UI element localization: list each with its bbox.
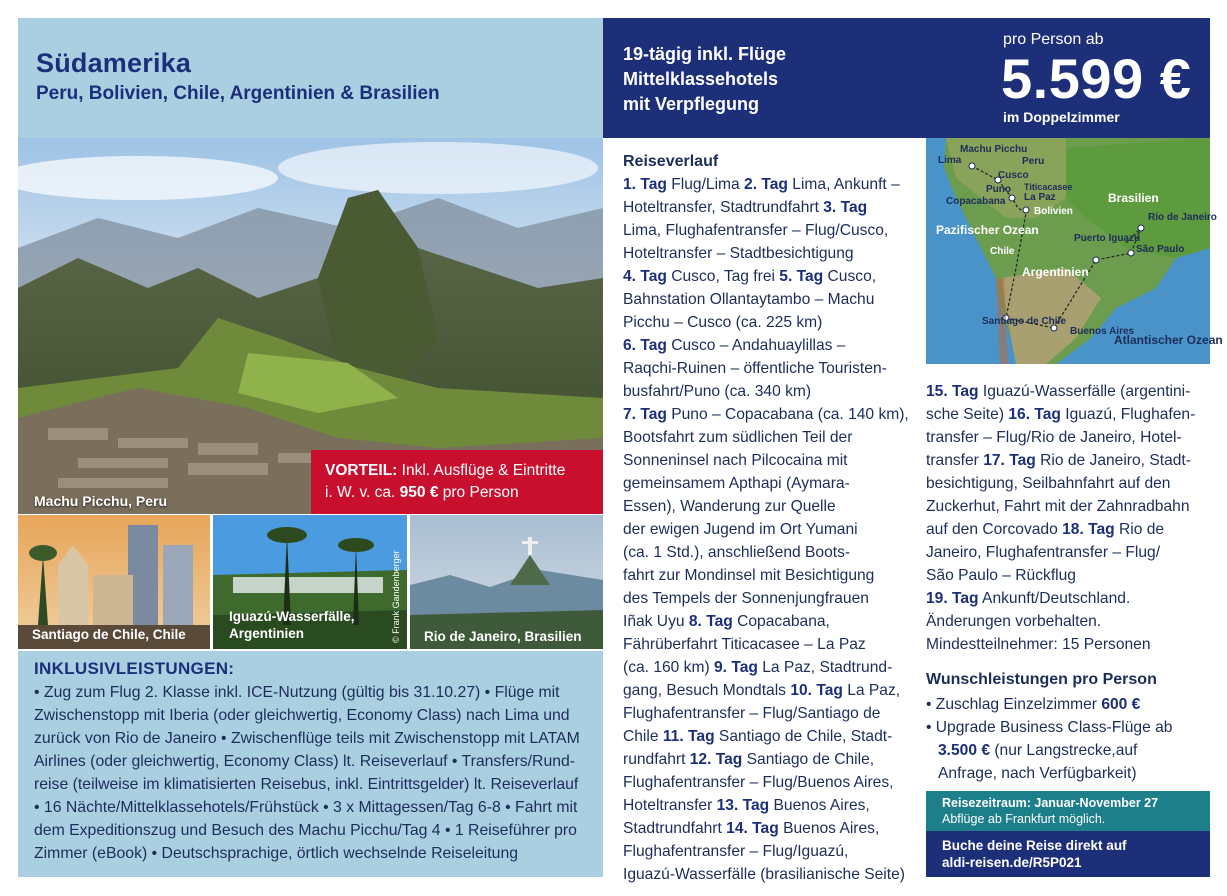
itinerary-day: 14. Tag (726, 820, 779, 837)
map-label: Atlantischer Ozean (1114, 333, 1223, 347)
map-label: La Paz (1024, 192, 1056, 203)
itinerary-text-segment: Änderungen vorbehalten. (926, 613, 1102, 630)
thumb-rio (410, 515, 603, 649)
itinerary-day: 1. Tag (623, 176, 667, 193)
itinerary-day: 3. Tag (823, 199, 868, 216)
itinerary-line (623, 265, 913, 288)
inclusive-line: dem Expeditionszug und Besuch des Machu Picchu/Tag 4 • 1 Reiseführer pro (34, 822, 577, 839)
itinerary-text-segment: Santiago de Chile, (742, 751, 875, 768)
itinerary-text-segment: rundfahrt (623, 751, 690, 768)
itinerary-line (623, 633, 913, 656)
itinerary-day: 2. Tag (744, 176, 788, 193)
optional-item-single-room: • Zuschlag Einzelzimmer 600 € (926, 696, 1141, 713)
optional-item-price: 600 € (1101, 696, 1141, 713)
thumb-caption-line1: Iguazú-Wasserfälle, (229, 609, 355, 624)
booking-box (926, 831, 1210, 877)
itinerary-day: 7. Tag (623, 406, 667, 423)
itinerary-text-segment: Hoteltransfer (623, 797, 717, 814)
optional-item-business-class-cont (926, 739, 1210, 762)
itinerary-day: 15. Tag (926, 383, 979, 400)
page-title: Südamerika (36, 48, 192, 78)
itinerary-line (623, 587, 913, 610)
itinerary-text-segment: Flughafentransfer – Flug/Buenos Aires, (623, 774, 894, 791)
optional-item-business-class: • Upgrade Business Class-Flüge ab (926, 719, 1173, 736)
itinerary-text-segment: besichtigung, Seilbahnfahrt auf den (926, 475, 1171, 492)
itinerary-text-segment: Raqchi-Ruinen – öffentliche Touristen- (623, 360, 887, 377)
itinerary-text-segment: Chile (623, 728, 663, 745)
itinerary-day: 6. Tag (623, 337, 667, 354)
itinerary-text-segment: Santiago de Chile, Stadt- (714, 728, 893, 745)
tagline-line: 19-tägig inkl. Flüge (623, 44, 787, 64)
vorteil-value: 950 € (399, 484, 439, 501)
optional-item-text: (nur Langstrecke,auf (990, 742, 1138, 759)
map-label: Machu Picchu (960, 144, 1028, 155)
price-label: pro Person ab (1003, 31, 1104, 48)
itinerary-text-segment: Janeiro, Flughafentransfer – Flug/ (926, 544, 1161, 561)
itinerary-line (623, 426, 913, 449)
itinerary-line (623, 380, 913, 403)
itinerary-text-segment: fahrt zur Mondinsel mit Besichtigung (623, 567, 875, 584)
itinerary-text-segment: auf den Corcovado (926, 521, 1063, 538)
itinerary-line (926, 587, 1210, 610)
itinerary-line (926, 472, 1210, 495)
map-label: Peru (1022, 156, 1045, 167)
itinerary-text-segment: Iñak Uyu (623, 613, 689, 630)
vorteil-badge (311, 450, 603, 514)
itinerary-line (623, 357, 913, 380)
itinerary-text-segment: (ca. 1 Std.), anschließend Boots- (623, 544, 851, 561)
inclusive-services-box (18, 651, 603, 877)
itinerary-text-segment: des Tempels der Sonnenjungfrauen (623, 590, 869, 607)
route-map (926, 138, 1223, 364)
itinerary-text-segment: Rio de Janeiro, Stadt- (1035, 452, 1191, 469)
optional-services-title: Wunschleistungen pro Person (926, 671, 1157, 688)
itinerary-day: 12. Tag (689, 751, 743, 768)
itinerary-day: 8. Tag (688, 613, 733, 630)
map-label: Argentinien (1022, 265, 1089, 279)
map-label: Titicacasee (1024, 182, 1073, 192)
travel-period-box (926, 791, 1210, 831)
itinerary-day: 4. Tag (623, 268, 667, 285)
itinerary-line (623, 472, 913, 495)
itinerary-text-segment: Ankunft/Deutschland. (978, 590, 1131, 607)
itinerary-text-segment: transfer (926, 452, 984, 469)
itinerary-line (623, 541, 913, 564)
itinerary-column-2 (926, 380, 1210, 656)
itinerary-line (926, 518, 1210, 541)
map-label: Rio de Janeiro (1148, 212, 1217, 223)
itinerary-text-segment: Hoteltransfer – Stadtbesichtigung (623, 245, 854, 262)
itinerary-line (926, 633, 1210, 656)
itinerary-text-segment: Fährüberfahrt Titicacasee – La Paz (623, 636, 866, 653)
vorteil-label: VORTEIL: (325, 462, 398, 479)
inclusive-line: zurück von Rio de Janeiro • Zwischenflüge teils mit Zwischenstopp mit LATAM (34, 730, 580, 747)
map-label: Puerto Iguazú (1074, 233, 1141, 244)
map-label: Copacabana (946, 196, 1006, 207)
booking-text: Buche deine Reise direkt auf (942, 838, 1127, 853)
itinerary-line (623, 518, 913, 541)
map-label: Brasilien (1108, 191, 1159, 205)
itinerary-day: 13. Tag (716, 797, 770, 814)
tagline-line: mit Verpflegung (623, 94, 760, 114)
itinerary-day: 9. Tag (714, 659, 758, 676)
hero-caption: Machu Picchu, Peru (34, 493, 168, 509)
optional-item-price: 3.500 € (938, 742, 991, 759)
itinerary-line (623, 794, 913, 817)
itinerary-text-segment: Iguazú-Wasserfälle (argentini- (978, 383, 1191, 400)
vorteil-text: Inkl. Ausflüge & Eintritte (401, 462, 566, 479)
inclusive-line: • 16 Nächte/Mittelklassehotels/Frühstück • 3 x Mittagessen/Tag 6-8 • Fahrt mit (34, 799, 578, 816)
itinerary-text-segment: sche Seite) (926, 406, 1009, 423)
map-label: Bolivien (1034, 206, 1073, 217)
photo-credit: © Frank Gandenberger (391, 550, 401, 643)
inclusive-line: Zimmer (eBook) • Deutschsprachige, örtlich wechselnde Reiseleitung (34, 845, 519, 862)
optional-services (926, 668, 1210, 785)
itinerary-text-segment: Buenos Aires, (769, 797, 870, 814)
itinerary-day: 19. Tag (926, 590, 979, 607)
itinerary-text-segment: Puno – Copacabana (ca. 140 km), (666, 406, 909, 423)
inclusive-line: • Zug zum Flug 2. Klasse inkl. ICE-Nutzung (gültig bis 31.10.27) • Flüge mit (34, 684, 560, 701)
header-price-panel (603, 18, 1210, 138)
itinerary-line (623, 288, 913, 311)
optional-item-text: Upgrade Business Class-Flüge ab (935, 719, 1173, 736)
itinerary-text-segment: gemeinsamem Apthapi (Aymara- (623, 475, 850, 492)
itinerary-text-segment: Iguazú, Flughafen- (1060, 406, 1196, 423)
itinerary-text-segment: São Paulo – Rückflug (926, 567, 1076, 584)
price: 5.599 € (1001, 47, 1192, 110)
vorteil-line2 (325, 482, 589, 504)
itinerary-line (623, 702, 913, 725)
itinerary-day: 10. Tag (790, 682, 843, 699)
itinerary-line (623, 863, 913, 886)
itinerary-line (623, 679, 913, 702)
itinerary-line (623, 725, 913, 748)
map-label: São Paulo (1136, 244, 1185, 255)
itinerary-line (623, 564, 913, 587)
map-label: Santiago de Chile (982, 316, 1066, 327)
itinerary-text-segment: La Paz, (842, 682, 901, 699)
itinerary-text-segment: transfer – Flug/Rio de Janeiro, Hotel- (926, 429, 1182, 446)
itinerary-text-segment: Buenos Aires, (778, 820, 880, 837)
itinerary-text-segment: Stadtrundfahrt (623, 820, 727, 837)
travel-period: Reisezeitraum: Januar-November 27 (942, 796, 1159, 810)
itinerary-day: 16. Tag (1008, 406, 1061, 423)
itinerary-text-segment: Zuckerhut, Fahrt mit der Zahnradbahn (926, 498, 1190, 515)
optional-item-note: Anfrage, nach Verfügbarkeit) (938, 765, 1137, 782)
itinerary-line (926, 564, 1210, 587)
itinerary-line (623, 311, 913, 334)
itinerary-line (926, 495, 1210, 518)
vorteil-text2: i. W. v. ca. (325, 484, 396, 501)
itinerary-line (623, 840, 913, 863)
itinerary-line (926, 449, 1210, 472)
itinerary-text-segment: Cusco – Andahuaylillas – (666, 337, 846, 354)
itinerary-text-segment: Picchu – Cusco (ca. 225 km) (623, 314, 823, 331)
itinerary-line (623, 173, 913, 196)
tagline (623, 42, 923, 117)
itinerary-text-segment: Bahnstation Ollantaytambo – Machu (623, 291, 875, 308)
itinerary-line (623, 196, 913, 219)
itinerary-line (623, 656, 913, 679)
itinerary-text-segment: Flughafentransfer – Flug/Santiago de (623, 705, 881, 722)
itinerary-text-segment: Bootsfahrt zum südlichen Teil der (623, 429, 853, 446)
page-subtitle: Peru, Bolivien, Chile, Argentinien & Brasilien (36, 83, 440, 104)
thumb-caption-line2: Argentinien (229, 626, 305, 641)
itinerary-text-segment: Lima, Flughafentransfer – Flug/Cusco, (623, 222, 889, 239)
itinerary-text-segment: Sonneninsel nach Pilcocaina mit (623, 452, 848, 469)
vorteil-text3: pro Person (442, 484, 519, 501)
map-label: Pazifischer Ozean (936, 223, 1039, 237)
map-label: Puno (986, 184, 1011, 195)
itinerary-day: 17. Tag (983, 452, 1036, 469)
tagline-line: Mittelklassehotels (623, 69, 779, 89)
itinerary-text-segment: Iguazú-Wasserfälle (brasilianische Seite) (623, 866, 905, 883)
inclusive-line: reise (teilweise im klimatisierten Reisebus, inkl. Eintrittsgelder) lt. Reiseverlauf (34, 776, 579, 793)
itinerary-column (623, 150, 913, 886)
itinerary-line (926, 541, 1210, 564)
itinerary-day: 11. Tag (662, 728, 715, 745)
itinerary-text-segment: Lima, Ankunft – (787, 176, 900, 193)
header-title-panel (18, 18, 603, 138)
optional-item-text: Zuschlag Einzelzimmer (935, 696, 1102, 713)
itinerary-line (926, 380, 1210, 403)
itinerary-text-segment: Cusco, (823, 268, 877, 285)
itinerary-line (623, 771, 913, 794)
inclusive-line: Zwischenstopp mit Iberia (oder gleichwertig, Economy Class) nach Lima und (34, 707, 570, 724)
inclusive-title: INKLUSIVLEISTUNGEN: (34, 659, 235, 678)
thumb-iguazu (213, 515, 407, 649)
itinerary-heading: Reiseverlauf (623, 153, 719, 170)
itinerary-text-segment: La Paz, Stadtrund- (757, 659, 893, 676)
itinerary-text-segment: gang, Besuch Mondtals (623, 682, 791, 699)
map-label: Lima (938, 155, 962, 166)
booking-link[interactable]: aldi-reisen.de/R5P021 (942, 855, 1082, 870)
itinerary-text-segment: Copacabana, (732, 613, 830, 630)
itinerary-line (623, 219, 913, 242)
inclusive-text (34, 681, 587, 865)
itinerary-text-segment: Mindestteilnehmer: 15 Personen (926, 636, 1151, 653)
vorteil-line1 (325, 460, 589, 482)
itinerary-text-segment: Flughafentransfer – Flug/Iguazú, (623, 843, 849, 860)
itinerary-line (623, 242, 913, 265)
thumb-caption: Rio de Janeiro, Brasilien (424, 629, 582, 644)
itinerary-text-segment: Rio de (1114, 521, 1165, 538)
itinerary-text-segment: busfahrt/Puno (ca. 340 km) (623, 383, 812, 400)
itinerary-text-segment: Hoteltransfer, Stadtrundfahrt (623, 199, 824, 216)
thumb-caption: Santiago de Chile, Chile (32, 627, 186, 642)
itinerary-line (623, 495, 913, 518)
thumb-santiago (18, 515, 210, 649)
itinerary-line (926, 610, 1210, 633)
itinerary-text-segment: der ewigen Jugend im Ort Yumani (623, 521, 858, 538)
map-label: Cusco (998, 170, 1029, 181)
price-note: im Doppelzimmer (1003, 109, 1120, 125)
inclusive-line: Airlines (oder gleichwertig, Economy Class) lt. Reiseverlauf • Transfers/Rund- (34, 753, 576, 770)
itinerary-line (623, 403, 913, 426)
itinerary-text-segment: (ca. 160 km) (623, 659, 714, 676)
itinerary-text-segment: Flug/Lima (666, 176, 745, 193)
itinerary-text-segment: Cusco, Tag frei (666, 268, 780, 285)
itinerary-line (623, 449, 913, 472)
map-label: Chile (990, 246, 1015, 257)
itinerary-day: 5. Tag (779, 268, 824, 285)
itinerary-line (623, 817, 913, 840)
departure-note: Abflüge ab Frankfurt möglich. (942, 812, 1106, 826)
itinerary-line (926, 426, 1210, 449)
itinerary-text (623, 173, 913, 886)
map-label: Buenos Aires (1070, 326, 1135, 337)
itinerary-line (623, 748, 913, 771)
itinerary-line (926, 403, 1210, 426)
itinerary-text-segment: Essen), Wanderung zur Quelle (623, 498, 836, 515)
itinerary-day: 18. Tag (1062, 521, 1115, 538)
itinerary-line (623, 334, 913, 357)
itinerary-line (623, 610, 913, 633)
